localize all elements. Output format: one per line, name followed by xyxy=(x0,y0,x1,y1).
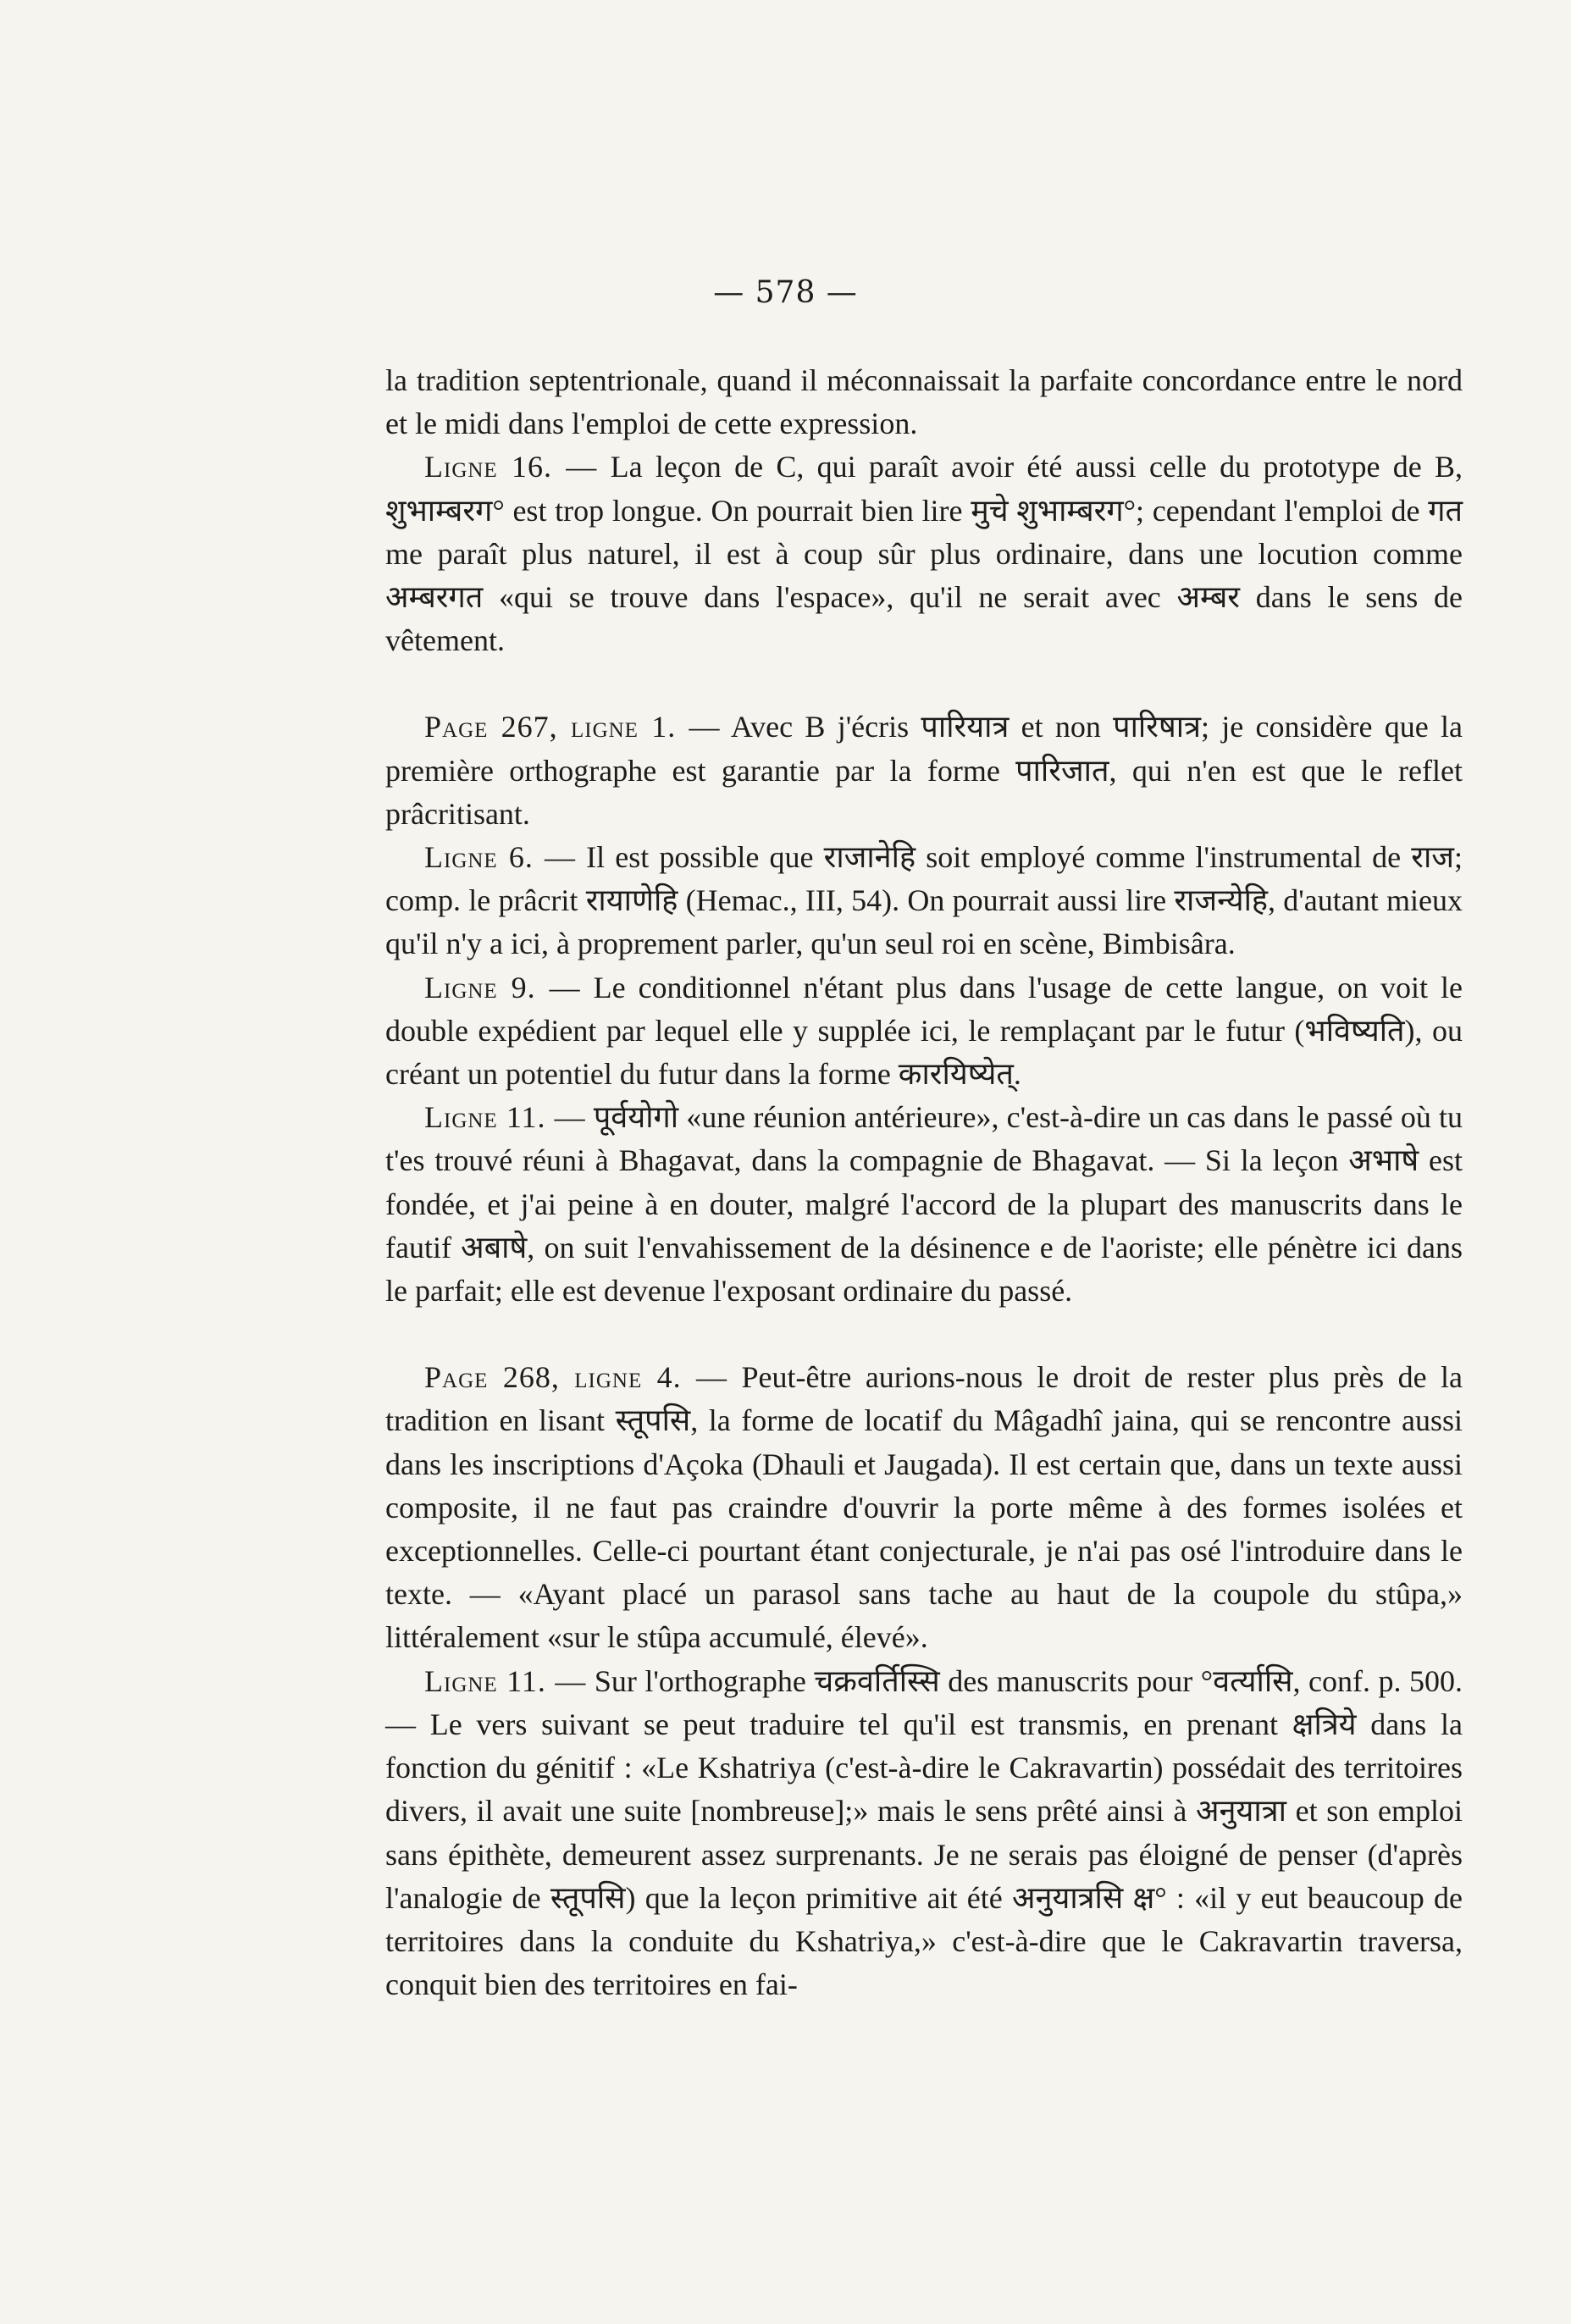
paragraph-text: Peut-être aurions-nous le droit de rester plus près de la tradition en lisant स्तूपसि, la forme de locatif du Mâgadhî jaina, qui se rencontre aussi dans les inscriptions d'Açoka (Dhauli et Jaugada). Il est certain que, dans un texte aussi composite, il ne faut pas craindre d'ouvrir la porte même à des formes isolées et exceptionnelles. Celle-ci pourtant étant conjecturale, je n'ai pas osé l'introduire dans le texte. — «Ayant placé un parasol sans tache au haut de la coupole du stûpa,» littéralement «sur le stûpa accumulé, élevé». xyxy=(385,1360,1463,1655)
paragraph-text: पूर्वयोगो «une réunion antérieure», c'est-à-dire un cas dans le passé où tu t'es trouvé réuni à Bhagavat, dans la compagnie de Bhagavat. — Si la leçon अभाषे est fondée, et j'ai peine à en douter, malgré l'accord de la plupart des manuscrits dans le fautif अबाषे, on suit l'envahissement de la désinence e de l'aoriste; elle pénètre ici dans le parfait; elle est devenue l'exposant ordinaire du passé. xyxy=(385,1100,1463,1309)
paragraph xyxy=(385,706,1463,836)
paragraph xyxy=(385,445,1463,662)
paragraph-label: Ligne 6. — xyxy=(424,840,576,875)
paragraph-text: la tradition septentrionale, quand il méconnaissait la parfaite concordance entre le nord et le midi dans l'emploi de cette expression. xyxy=(385,363,1463,441)
paragraph-label: Ligne 11. — xyxy=(424,1663,587,1698)
page-number xyxy=(0,275,1571,310)
paragraph-text: Sur l'orthographe चक्रवर्तिस्सि des manuscrits pour °वर्त्यासि, conf. p. 500. — Le vers suivant se peut traduire tel qu'il est transmis, en prenant क्षत्रिये dans la fonction du génitif : «Le Kshatriya (c'est-à-dire le Cakravartin) possédait des territoires divers, il avait une suite [nombreuse];» mais le sens prêté ainsi à अनुयात्रा et son emploi sans épithète, demeurent assez surprenants. Je ne serais pas éloigné de penser (d'après l'analogie de स्तूपसि) que la leçon primitive ait été अनुयात्रसि क्ष° : «il y eut beaucoup de territoires dans la conduite du Kshatriya,» c'est-à-dire que le Cakravartin traversa, conquit bien des territoires en fai- xyxy=(385,1663,1463,2002)
paragraph-label: Page 268, ligne 4. — xyxy=(424,1360,728,1395)
paragraph-text: Il est possible que राजानेहि soit employé comme l'instrumental de राज; comp. le prâcrit रायाणेहि (Hemac., III, 54). On pourrait aussi lire राजन्येहि, d'autant mieux qu'il n'y a ici, à proprement parler, qu'un seul roi en scène, Bimbisâra. xyxy=(385,840,1463,961)
paragraph-text: Avec B j'écris पारियात्र et non पारिषात्र; je considère que la première orthographe est garantie par la forme पारिजात, qui n'en est que le reflet prâcritisant. xyxy=(385,710,1463,831)
paragraph xyxy=(385,966,1463,1097)
paragraph-label: Ligne 9. — xyxy=(424,970,581,1004)
paragraph-label: Ligne 11. — xyxy=(424,1100,586,1135)
paragraph xyxy=(385,359,1463,445)
paragraph-label: Page 267, ligne 1. — xyxy=(424,710,721,744)
paragraph xyxy=(385,1660,1463,2007)
page-number-text: — 578 — xyxy=(713,275,858,310)
paragraph-label: Ligne 16. — xyxy=(424,450,598,484)
paragraph xyxy=(385,1096,1463,1313)
paragraph xyxy=(385,836,1463,966)
body-text xyxy=(385,359,1463,2006)
paragraph xyxy=(385,1356,1463,1659)
paragraph-text: La leçon de C, qui paraît avoir été aussi celle du prototype de B, शुभाम्बरग° est trop longue. On pourrait bien lire मुचे शुभाम्बरग°; cependant l'emploi de गत me paraît plus naturel, il est à coup sûr plus ordinaire, dans une locution comme अम्बरगत «qui se trouve dans l'espace», qu'il ne serait avec अम्बर dans le sens de vêtement. xyxy=(385,450,1463,658)
paragraph-text: Le conditionnel n'étant plus dans l'usage de cette langue, on voit le double expédient par lequel elle y supplée ici, le remplaçant par le futur (भविष्यति), ou créant un potentiel du futur dans la forme कारयिष्येत्. xyxy=(385,970,1463,1092)
